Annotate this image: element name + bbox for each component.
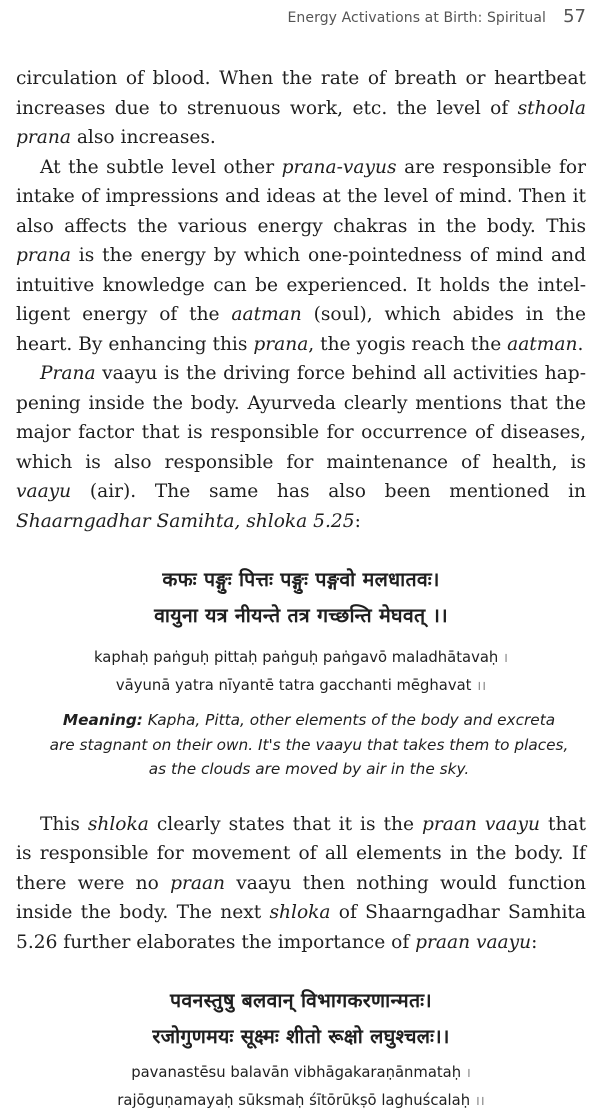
verse-line: पवनस्तुषु बलवान् विभागकरणान्मतः। xyxy=(170,989,432,1012)
text-run: circulation of blood. When the rate of breath or heartbeat increases due to strenuous work, etc. the level of xyxy=(16,68,586,119)
text-run: are responsible for intake of impressions and ideas at the level of mind. Then it also affects the various energy chakras in the body. This xyxy=(16,156,586,237)
italic-term: sthoola prana xyxy=(16,97,586,148)
italic-term: Shaarngadhar Samihta, shloka 5.25 xyxy=(16,510,355,532)
running-title: Energy Activations at Birth: Spiritual xyxy=(287,10,546,26)
danda-mark: ।। xyxy=(474,1094,485,1109)
text-run: vaayu then nothing would function inside the body. The next xyxy=(16,872,587,923)
text-run: (air). The same has also been mentioned in xyxy=(71,481,586,502)
translit-line xyxy=(16,672,586,700)
text-run: also increases. xyxy=(70,127,216,148)
italic-term: praan vaayu xyxy=(415,931,532,953)
text-run: of Shaarngadhar Samhita 5.26 further elaborates the importance of xyxy=(16,902,586,953)
text-run: This xyxy=(40,813,88,835)
paragraph-1 xyxy=(16,64,586,153)
text-run: , the yogis reach the xyxy=(308,333,508,355)
sanskrit-verse-1 xyxy=(16,562,586,634)
translit-line xyxy=(16,644,586,672)
italic-term: prana-vayus xyxy=(281,156,397,178)
paragraph-4 xyxy=(16,810,586,958)
danda-mark: ।। xyxy=(476,679,487,694)
verse-line: वायुना यत्र नीयन्ते तत्र गच्छन्ति मेघवत् ।। xyxy=(154,604,448,627)
paragraph-2 xyxy=(16,153,586,360)
italic-term: shloka xyxy=(269,902,331,923)
italic-term: aatman xyxy=(231,304,302,325)
text-run: is the energy by which one-pointedness of mind and intuitive knowledge can be experienced. It holds the intelligent energy of the xyxy=(16,245,586,325)
translit-text: rajōguṇamayaḥ sūksmaḥ śītōrūkṣō laghuścalaḥ xyxy=(117,1092,471,1109)
page-header xyxy=(14,6,586,27)
sanskrit-verse-2 xyxy=(16,983,586,1055)
text-run: vaayu is the driving force behind all activities happening inside the body. Ayurveda clearly mentions that the major factor that is responsible for occurrence of diseases, which is also responsible for maintenance of health, is xyxy=(16,363,586,473)
italic-term: prana xyxy=(16,245,71,266)
text-run: . xyxy=(577,333,584,355)
meaning-label: Meaning: xyxy=(62,711,143,729)
italic-term: praan vaayu xyxy=(421,813,541,835)
verse-line: कफः पङ्गुः पित्तः पङ्गुः पङ्गवो मलधातवः। xyxy=(162,568,440,591)
page-body xyxy=(16,64,586,1115)
danda-mark: । xyxy=(503,651,508,666)
italic-term: praan xyxy=(170,872,225,894)
meaning-block xyxy=(48,708,570,782)
italic-term: prana xyxy=(253,333,309,355)
translit-text: pavanastēsu balavān vibhāgakaraṇānmataḥ xyxy=(131,1064,462,1081)
paragraph-3 xyxy=(16,359,586,536)
meaning-text: Kapha, Pitta, other elements of the body and excreta are stagnant on their own. It's the vaayu that takes them to places, as the clouds are moved by air in the sky. xyxy=(49,711,569,778)
transliteration-2 xyxy=(16,1059,586,1115)
translit-line xyxy=(16,1059,586,1087)
text-run: clearly states that it is the xyxy=(148,813,422,835)
transliteration-1 xyxy=(16,644,586,700)
italic-term: aatman xyxy=(507,333,578,355)
text-run: : xyxy=(531,931,538,953)
translit-text: kaphaḥ paṅguḥ pittaḥ paṅguḥ paṅgavō maladhātavaḥ xyxy=(94,649,499,666)
text-run: : xyxy=(354,510,361,532)
italic-term: Prana xyxy=(40,363,96,384)
verse-line: रजोगुणमयः सूक्ष्मः शीतो रूक्षो लघुश्चलः।। xyxy=(152,1025,450,1048)
italic-term: shloka xyxy=(87,813,149,835)
text-run: At the subtle level other xyxy=(40,156,282,178)
text-run: (soul), which abides in the heart. By enhancing this xyxy=(16,304,586,355)
translit-line xyxy=(16,1087,586,1115)
italic-term: vaayu xyxy=(16,481,72,502)
danda-mark: । xyxy=(465,1066,471,1081)
text-run: that is responsible for movement of all elements in the body. If there were no xyxy=(16,813,586,894)
page-number: 57 xyxy=(563,6,586,27)
translit-text: vāyunā yatra nīyantē tatra gacchanti mēghavat xyxy=(115,677,472,694)
